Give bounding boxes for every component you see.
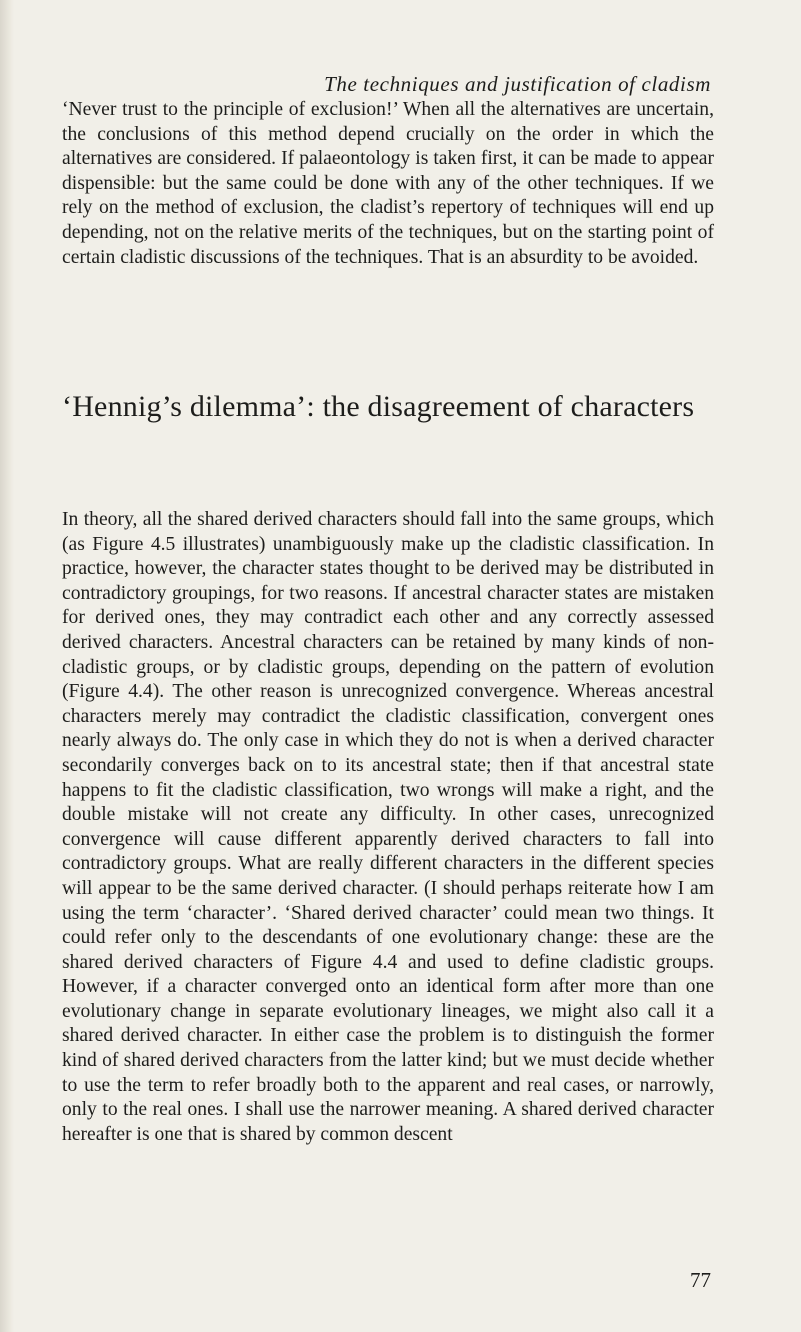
section-heading: ‘Hennig’s dilemma’: the disagreement of characters [62,390,695,423]
opening-paragraph: ‘Never trust to the principle of exclusion!’ When all the alternatives are uncertain, the conclusions of this method depend crucially on the order in which the alternatives are considered. If palaeontology is taken first, it can be made to appear dispensible: but the same could be done with any of the other techniques. If we rely on the method of exclusion, the cladist’s repertory of techniques will end up depending, not on the relative merits of the techniques, but on the starting point of certain cladistic discussions of the techniques. That is an absurdity to be avoided. [62,99,714,268]
section-paragraph: In theory, all the shared derived characters should fall into the same groups, which (as Figure 4.5 illustrates) unambiguously make up the cladistic classification. In practice, however, the character states thought to be derived may be distributed in contradictory groupings, for two reasons. If ancestral character states are mistaken for derived ones, they may contradict each other and any correctly assessed derived characters. Ancestral characters can be retained by many kinds of non-cladistic groups, or by cladistic groups, depending on the pattern of evolution (Figure 4.4). The other reason is unrecognized convergence. Whereas ancestral characters merely may contradict the cladistic classification, convergent ones nearly always do. The only case in which they do not is when a derived character secondarily converges back on to its ancestral state; then if that ancestral state happens to fit the cladistic classification, two wrongs will make a right, and the double mistake will not create any difficulty. In other cases, unrecognized convergence will cause different apparently derived characters to fall into contradictory groups. What are really different characters in the different species will appear to be the same derived character. (I should perhaps reiterate how I am using the term ‘character’. ‘Shared derived character’ could mean two things. It could refer only to the descendants of one evolutionary change: these are the shared derived characters of Figure 4.4 and used to define cladistic groups. However, if a character converged onto an identical form after more than one evolutionary change in separate evolutionary lineages, we might also call it a shared derived character. In either case the problem is to distinguish the former kind of shared derived characters from the latter kind; but we must decide whether to use the term to refer broadly both to the apparent and real cases, or narrowly, only to the real ones. I shall use the narrower meaning. A shared derived character hereafter is one that is shared by common descent [62,509,714,1145]
section-body [62,508,714,1147]
page-edge-shadow [0,0,14,1332]
opening-paragraph-block [62,98,714,270]
running-head: The techniques and justification of cladism [324,72,711,96]
page-number: 77 [690,1268,711,1292]
